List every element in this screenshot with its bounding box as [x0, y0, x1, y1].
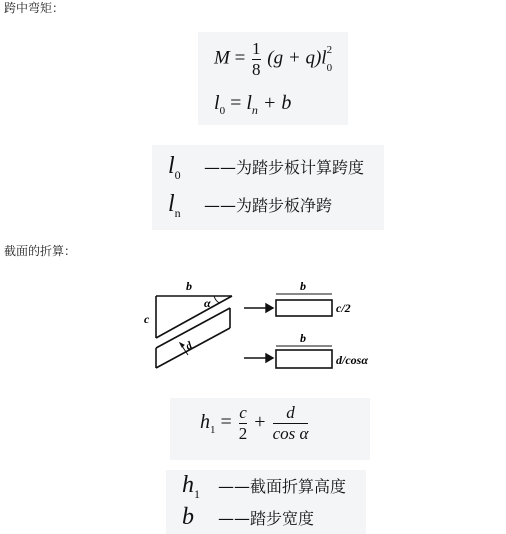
section-conversion-diagram	[130, 276, 400, 378]
definition-symbol: $h_1$	[182, 472, 200, 501]
plus-width: + b	[262, 92, 292, 114]
definitions-height-panel	[166, 470, 366, 534]
label-d: d	[183, 339, 195, 353]
heading-section-conversion: 截面的折算：	[4, 244, 77, 258]
definition-text: ——为踏步板计算跨度	[204, 158, 365, 177]
span-lhs: l	[214, 92, 220, 114]
label-c-half: c/2	[336, 301, 351, 315]
clear-span-subscript: n	[251, 103, 258, 117]
heading-midspan-moment: 跨中弯矩：	[4, 1, 65, 15]
definition-text: ——踏步宽度	[218, 509, 315, 528]
arrow-to-rect-2	[244, 354, 273, 362]
definition-row-l0	[168, 153, 364, 183]
definition-row-b	[182, 504, 314, 534]
definition-symbol: $l_0$	[168, 153, 181, 182]
definition-text: ——为踏步板净跨	[204, 196, 333, 215]
fraction-numerator: 1	[252, 39, 261, 58]
formula-moment-panel	[198, 32, 348, 125]
height-lhs-subscript: 1	[210, 423, 216, 436]
fraction-numerator: c	[239, 403, 247, 422]
height-formula	[200, 404, 310, 443]
label-alpha: α	[204, 296, 211, 310]
label-d-cos: d/cosα	[336, 353, 368, 367]
equals-sign-2: =	[230, 92, 242, 114]
formula-height-panel	[170, 398, 370, 460]
plus-sign: +	[254, 410, 266, 433]
definitions-span-panel	[152, 145, 384, 230]
equals-sign: =	[234, 47, 246, 69]
span-formula	[214, 92, 291, 118]
stair-step-sketch	[156, 296, 232, 368]
label-b-rect2: b	[300, 331, 306, 345]
equals-sign-3: =	[220, 410, 232, 433]
height-lhs: h	[200, 410, 210, 433]
definition-text: ——截面折算高度	[218, 477, 347, 496]
label-b-top: b	[186, 279, 192, 293]
fraction-d-over-cos	[273, 404, 309, 443]
moment-formula	[214, 40, 337, 79]
definition-symbol: b	[182, 504, 194, 530]
load-sum: (g + q)	[267, 47, 322, 69]
fraction-denominator: 8	[252, 59, 261, 79]
arrow-to-rect-1	[244, 304, 273, 312]
equivalent-rect-triangle	[276, 294, 332, 316]
definition-row-h1	[182, 472, 346, 502]
label-b-rect1: b	[300, 279, 306, 293]
span-lhs-subscript: 0	[219, 105, 226, 117]
label-c: c	[144, 312, 150, 326]
fraction-denominator: cos α	[272, 423, 309, 443]
span-symbol: l	[321, 47, 327, 69]
span-superscript: 2	[326, 43, 333, 56]
fraction-numerator: d	[286, 403, 295, 422]
definition-row-ln	[168, 191, 332, 221]
fraction-c-over-2	[239, 404, 248, 443]
moment-lhs: M	[214, 47, 230, 69]
fraction-denominator: 2	[238, 423, 248, 443]
clear-span-symbol: l	[246, 92, 252, 114]
fraction-one-eighth	[252, 40, 261, 79]
equivalent-rect-slab	[276, 346, 332, 368]
definition-symbol: $l_n$	[168, 191, 181, 220]
span-subscript: 0	[326, 61, 333, 74]
